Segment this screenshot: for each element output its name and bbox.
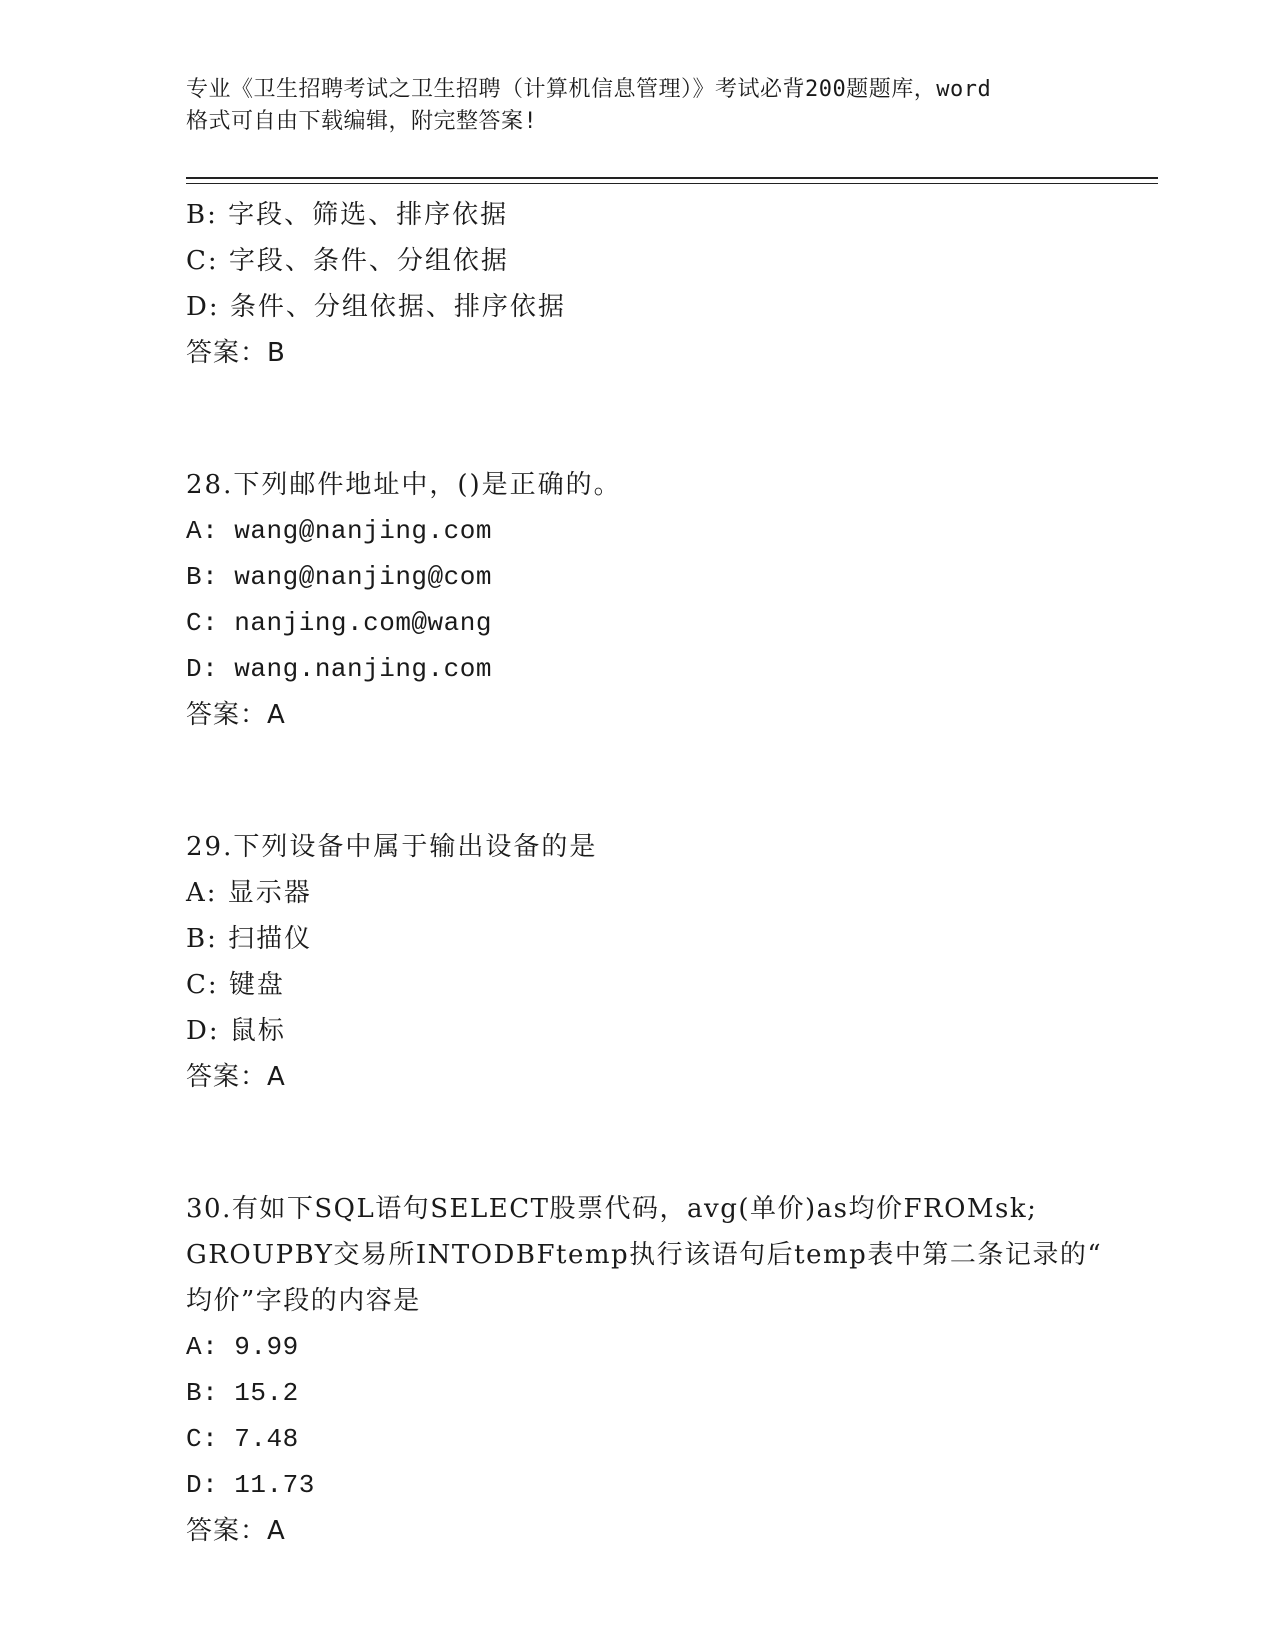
option-d: D: 条件、分组依据、排序依据 [186, 292, 566, 322]
question-28 [186, 462, 1158, 738]
option-b: B: 字段、筛选、排序依据 [186, 200, 509, 230]
question-list [186, 192, 1158, 1554]
option-a: A: 9.99 [186, 1332, 299, 1362]
option-c: C: nanjing.com@wang [186, 608, 492, 638]
option-b: B: 扫描仪 [186, 924, 313, 954]
option-a: A: wang@nanjing.com [186, 516, 492, 546]
question-27-continued [186, 192, 1158, 376]
answer-label: 答案：A [186, 1062, 286, 1092]
question-stem: 29.下列设备中属于输出设备的是 [186, 832, 598, 862]
option-d: D: 11.73 [186, 1470, 315, 1500]
answer-label: 答案：A [186, 1516, 286, 1546]
header-line-1: 专业《卫生招聘考试之卫生招聘（计算机信息管理）》考试必背200题题库，word [186, 77, 992, 102]
option-c: C: 7.48 [186, 1424, 299, 1454]
option-b: B: 15.2 [186, 1378, 299, 1408]
option-d: D: wang.nanjing.com [186, 654, 492, 684]
option-d: D: 鼠标 [186, 1016, 286, 1046]
question-stem: 28.下列邮件地址中，()是正确的。 [186, 470, 622, 500]
question-30 [186, 1186, 1158, 1554]
question-stem-line-1: 30.有如下SQL语句SELECT股票代码，avg(单价)as均价FROMsk; [186, 1194, 1038, 1224]
option-c: C: 字段、条件、分组依据 [186, 246, 509, 276]
option-a: A: 显示器 [186, 878, 312, 908]
option-c: C: 键盘 [186, 970, 285, 1000]
answer-label: 答案：A [186, 700, 286, 730]
question-29 [186, 824, 1158, 1100]
header-line-2: 格式可自由下载编辑，附完整答案! [186, 109, 538, 134]
document-header [186, 74, 1086, 138]
answer-label: 答案：B [186, 338, 286, 368]
question-stem-line-2: GROUPBY交易所INTODBFtemp执行该语句后temp表中第二条记录的“ [186, 1240, 1103, 1270]
header-divider-thick [186, 177, 1158, 179]
question-stem-line-3: 均价”字段的内容是 [186, 1286, 421, 1316]
option-b: B: wang@nanjing@com [186, 562, 492, 592]
header-divider-thin [186, 183, 1158, 184]
